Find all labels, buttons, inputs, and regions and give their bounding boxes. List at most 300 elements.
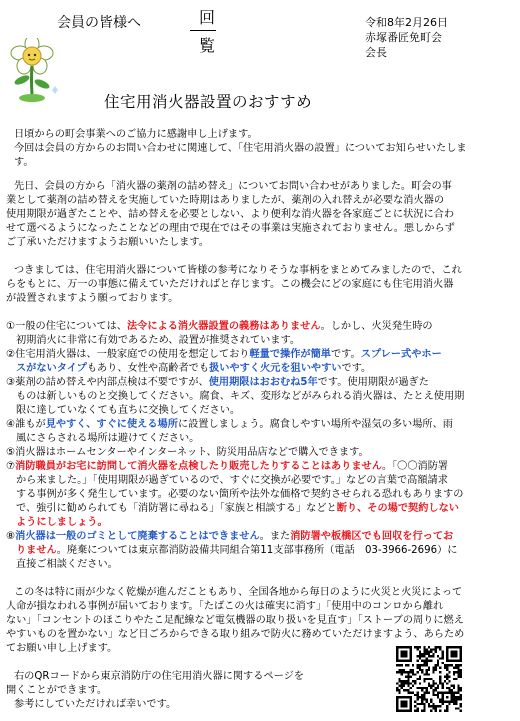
qr-module [442,696,444,698]
qr-module [451,689,453,691]
qr-module [428,646,430,648]
qr-module [426,687,428,689]
qr-module [453,692,455,694]
qr-module [446,710,448,712]
qr-module [428,651,430,653]
qr-module [410,648,412,650]
qr-module [405,664,407,666]
qr-module [401,653,403,655]
qr-module [428,685,430,687]
qr-module [457,687,459,689]
qr-module [401,671,403,673]
qr-module [410,698,412,700]
qr-module [410,687,412,689]
qr-module [421,698,423,700]
qr-module [442,657,444,659]
qr-module [410,676,412,678]
qr-module [410,707,412,709]
qr-module [455,664,457,666]
qr-module [419,655,421,657]
qr-module [428,655,430,657]
qr-module [460,694,462,696]
qr-module [398,664,400,666]
qr-module [432,689,434,691]
qr-module [416,678,418,680]
qr-module [426,692,428,694]
qr-module [435,694,437,696]
qr-module [405,696,407,698]
para3-line-3: ない」「コンセントのほこりやたこ足配線など電気機器の取り扱いを見直す」「ストーブの周りに燃え [6,615,464,626]
qr-module [426,678,428,680]
qr-module [419,669,421,671]
qr-module [396,696,398,698]
sender-org: 赤塚番匠免町会 [365,31,442,44]
qr-module [423,648,425,650]
qr-module [460,660,462,662]
qr-module [437,685,439,687]
qr-module [419,651,421,653]
qr-module [460,689,462,691]
list-item-2-cont: スがないタイプもあり、女性や高齢者でも扱いやすく火元を狙いやすいです。 [16,363,372,374]
qr-module [412,692,414,694]
qr-module [460,657,462,659]
qr-module [416,698,418,700]
qr-module [401,682,403,684]
qr-module [421,669,423,671]
list-item-3: ③薬剤の詰め替えや内部点検は不要ですが、使用期限はおおむね5年です。使用期限が過ぎた [6,377,429,388]
qr-module [437,664,439,666]
qr-module [412,664,414,666]
qr-module [460,705,462,707]
qr-module [437,694,439,696]
qr-module [403,651,405,653]
qr-module [398,710,400,712]
qr-module [455,698,457,700]
qr-module [432,671,434,673]
qr-module [444,664,446,666]
qr-module [398,669,400,671]
qr-module [405,653,407,655]
qr-module [453,646,455,648]
qr-module [423,698,425,700]
qr-module [460,664,462,666]
qr-module [437,655,439,657]
qr-module [457,669,459,671]
qr-module [457,664,459,666]
qr-module [448,689,450,691]
qr-module [396,653,398,655]
qr-module [430,705,432,707]
qr-module [439,701,441,703]
qr-module [405,680,407,682]
qr-module [439,646,441,648]
para3-line-4: やすいものを置かない」など日ごろからできる取り組みで防火に務めていただけますよう、あらため [6,629,465,640]
qr-module [396,671,398,673]
qr-module [448,646,450,648]
qr-module [423,673,425,675]
qr-module [448,701,450,703]
qr-module [419,687,421,689]
qr-module [421,710,423,712]
qr-module [430,710,432,712]
qr-module [437,687,439,689]
qr-module [439,705,441,707]
qr-module [451,651,453,653]
list-item-5: ⑤消火器はホームセンターやインターネット、防災用品店などで購入できます。 [6,447,369,458]
qr-module [442,653,444,655]
qr-module [401,701,403,703]
qr-module [398,696,400,698]
qr-module [460,687,462,689]
qr-module [403,703,405,705]
qr-module [398,671,400,673]
qr-module [398,689,400,691]
qr-module [421,671,423,673]
qr-module [407,685,409,687]
qr-module [446,660,448,662]
qr-module [403,680,405,682]
qr-module [432,682,434,684]
qr-module [444,680,446,682]
qr-module [421,660,423,662]
qr-code[interactable] [396,646,462,712]
qr-module [407,682,409,684]
qr-module [460,673,462,675]
qr-module [455,703,457,705]
qr-module [451,698,453,700]
qr-module [446,657,448,659]
qr-module [410,655,412,657]
qr-module [428,705,430,707]
qr-module [437,646,439,648]
qr-module [405,689,407,691]
qr-module [398,678,400,680]
qr-module [398,685,400,687]
qr-module [419,646,421,648]
qr-module [401,680,403,682]
qr-module [442,651,444,653]
qr-module [419,666,421,668]
qr-module [432,707,434,709]
qr-module [423,710,425,712]
qr-module [439,648,441,650]
qr-module [403,682,405,684]
qr-module [442,687,444,689]
list-item-2: ②住宅用消火器は、一般家庭での使用を想定しており軽量で操作が簡単です。スプレー式やホー [6,349,442,360]
qr-module [405,682,407,684]
qr-module [426,651,428,653]
qr-module [442,698,444,700]
qr-module [453,685,455,687]
qr-module [405,701,407,703]
qr-module [426,698,428,700]
qr-module [423,694,425,696]
qr-module [442,685,444,687]
qr-module [453,651,455,653]
qr-module [432,653,434,655]
qr-module [430,701,432,703]
qr-module [419,676,421,678]
qr-module [407,664,409,666]
qr-module [401,673,403,675]
list-item-4-cont: 風にさらされる場所は避けてください。 [16,433,200,444]
qr-module [446,651,448,653]
qr-module [444,701,446,703]
qr-module [426,653,428,655]
circulate-mark-1: 回 [199,8,216,27]
para2-line-3: が設置されますよう願っております。 [6,293,179,304]
list-item-1: ①一般の住宅については、法令による消火器設置の義務はありません。しかし、火災発生時の [6,321,433,332]
qr-module [396,655,398,657]
qr-module [432,666,434,668]
qr-module [426,689,428,691]
qr-module [430,698,432,700]
qr-module [430,685,432,687]
qr-module [410,692,412,694]
qr-module [446,666,448,668]
qr-module [419,678,421,680]
para3-line-2: 人命が損なわれる事例が届いております。「たばこの火は確実に消す」「使用中のコンロから離れ [6,601,444,612]
qr-module [403,701,405,703]
qr-module [419,682,421,684]
qr-module [410,653,412,655]
qr-module [451,696,453,698]
qr-module [421,687,423,689]
qr-module [460,669,462,671]
qr-module [430,648,432,650]
qr-module [446,664,448,666]
qr-module [428,703,430,705]
qr-module [414,705,416,707]
qr-module [396,705,398,707]
qr-module [416,707,418,709]
qr-module [435,651,437,653]
qr-module [457,696,459,698]
qr-module [460,696,462,698]
qr-module [442,701,444,703]
qr-module [401,705,403,707]
list-item-3-cont-2: 限に達していなくても直ちに交換してください。 [16,405,241,416]
qr-module [396,648,398,650]
qr-module [414,710,416,712]
qr-module [428,653,430,655]
qr-module [416,646,418,648]
qr-module [432,703,434,705]
qr-module [439,666,441,668]
qr-module [412,671,414,673]
qr-module [410,651,412,653]
qr-module [396,698,398,700]
qr-module [423,660,425,662]
sender-title: 会長 [365,46,387,59]
qr-module [423,705,425,707]
qr-module [439,671,441,673]
qr-module [455,678,457,680]
qr-module [455,692,457,694]
qr-module [435,648,437,650]
qr-module [457,707,459,709]
qr-module [439,710,441,712]
qr-module [407,710,409,712]
qr-module [439,678,441,680]
qr-module [435,682,437,684]
qr-module [432,648,434,650]
qr-module [416,648,418,650]
qr-module [430,660,432,662]
qr-module [421,689,423,691]
qr-module [416,692,418,694]
qr-module [442,694,444,696]
qr-module [457,689,459,691]
qr-module [396,703,398,705]
qr-module [403,671,405,673]
qr-module [460,671,462,673]
para1-line-5: ご了承いただけますようお願いいたします。 [6,237,209,248]
qr-module [423,696,425,698]
qr-module [416,687,418,689]
qr-module [423,655,425,657]
circulate-divider [190,30,216,31]
qr-module [453,673,455,675]
qr-module [401,710,403,712]
qr-module [401,651,403,653]
qr-module [435,669,437,671]
qr-module [405,646,407,648]
qr-module [435,689,437,691]
para1-line-4: せて選べるようになったことなどの理由で現在ではその事業は実施されておりません。悪しからず [6,223,455,234]
qr-module [432,655,434,657]
qr-module [442,655,444,657]
qr-module [403,710,405,712]
para3-line-5: てお願い申し上げます。 [6,643,118,654]
qr-module [442,703,444,705]
qr-module [416,671,418,673]
qr-module [432,680,434,682]
qr-module [430,651,432,653]
qr-module [448,671,450,673]
qr-module [430,687,432,689]
qr-module [446,696,448,698]
qr-module [401,660,403,662]
qr-module [407,678,409,680]
qr-module [423,662,425,664]
qr-module [460,698,462,700]
qr-module [455,660,457,662]
qr-module [396,646,398,648]
qr-module [403,705,405,707]
qr-module [451,694,453,696]
qr-module [453,655,455,657]
qr-module [412,680,414,682]
qr-module [403,696,405,698]
qr-module [437,660,439,662]
circulate-mark-2: 覧 [199,36,216,55]
qr-module [455,666,457,668]
qr-module [426,648,428,650]
qr-module [457,685,459,687]
para1-line-3: 使用期限が過ぎたことや、詰め替えを必要としない、より便利な消火器を各家庭ごとに状況に合わ [6,209,455,220]
qr-module [401,685,403,687]
qr-module [435,687,437,689]
list-item-7-cont-3: で、強引に勧められても「消防署に尋ねる」「家族と相談する」などと断り、その場で契約しない [16,503,459,514]
qr-module [435,666,437,668]
qr-module [414,673,416,675]
qr-module [407,696,409,698]
qr-module [407,646,409,648]
qr-module [405,671,407,673]
qr-module [401,687,403,689]
qr-module [460,703,462,705]
qr-module [407,680,409,682]
qr-module [451,664,453,666]
qr-module [460,646,462,648]
qr-module [423,651,425,653]
flower-mascot-icon [4,38,60,104]
qr-module [407,671,409,673]
para2-line-1: つきましては、住宅用消火器について皆様の参考になりそうな事柄をまとめてみましたので、これ [14,265,462,276]
qr-module [442,662,444,664]
qr-module [396,710,398,712]
list-item-8: ⑧消火器は一般のゴミとして廃棄することはできません。また消防署や板橋区でも回収を行ってお [6,531,454,542]
qr-module [426,660,428,662]
qr-module [446,653,448,655]
qr-module [426,701,428,703]
qr-module [412,669,414,671]
qr-module [437,696,439,698]
qr-module [428,692,430,694]
page-title: 住宅用消火器設置のおすすめ [104,93,313,111]
qr-module [396,660,398,662]
qr-module [396,664,398,666]
qr-module [421,664,423,666]
qr-module [453,701,455,703]
qr-module [405,655,407,657]
qr-module [437,692,439,694]
qr-module [455,651,457,653]
qr-module [426,673,428,675]
qr-module [432,685,434,687]
qr-module [421,703,423,705]
qr-module [398,646,400,648]
qr-module [446,673,448,675]
qr-module [446,705,448,707]
qr-module [460,653,462,655]
qr-module [407,692,409,694]
qr-module [457,692,459,694]
qr-module [396,707,398,709]
qr-module [416,696,418,698]
qr-module [414,646,416,648]
list-item-8-cont-2: 直接ご相談ください。 [16,559,118,570]
qr-module [457,698,459,700]
qr-module [428,678,430,680]
qr-module [448,703,450,705]
qr-module [403,669,405,671]
qr-module [412,673,414,675]
qr-module [416,660,418,662]
qr-module [401,655,403,657]
qr-module [460,676,462,678]
qr-module [396,687,398,689]
qr-module [435,646,437,648]
qr-module [453,694,455,696]
qr-module [453,696,455,698]
intro-line-2: 今回は会員の方からのお問い合わせに関連して、「住宅用消火器の設置」についてお知らせいたしま [14,143,467,154]
qr-module [460,648,462,650]
qr-module [455,655,457,657]
qr-module [419,653,421,655]
closing-line-2: 開くことができます。 [6,685,108,696]
